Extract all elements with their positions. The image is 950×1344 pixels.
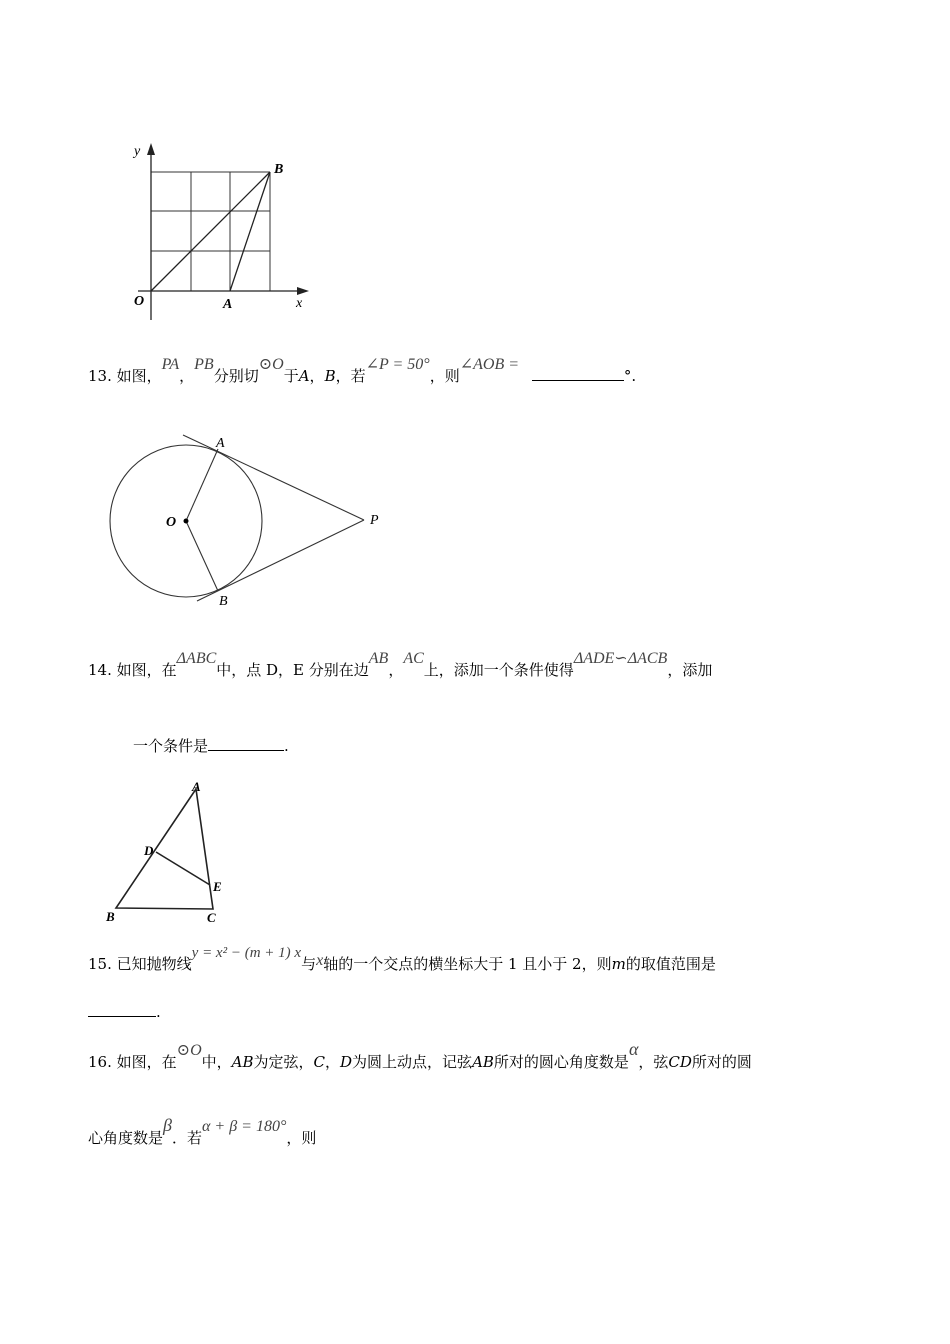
- grid-figure: [110, 135, 320, 325]
- point-b-label: B: [219, 594, 228, 609]
- point-o-label: O: [134, 294, 145, 309]
- question-number: 14.: [88, 661, 112, 679]
- answer-blank[interactable]: [532, 379, 624, 381]
- triangle-figure: [100, 775, 240, 930]
- answer-blank[interactable]: [208, 749, 284, 751]
- question-13: 13. 如图，PA，PB分别切⊙O于A，B，若∠P = 50°，则∠AOB = °.: [88, 356, 637, 385]
- math-pa: PA: [161, 356, 180, 373]
- point-a-label: A: [216, 436, 225, 451]
- math-angle-aob: ∠AOB =: [459, 356, 520, 373]
- math-pb: PB: [194, 356, 214, 373]
- question-number: 13.: [88, 367, 112, 385]
- point-c-label: C: [207, 910, 216, 925]
- math-sum: α + β = 180°: [202, 1118, 287, 1135]
- point-a-label: A: [223, 297, 233, 312]
- question-15: 15. 已知抛物线y = x² − (m + 1) x与x轴的一个交点的横坐标大于 1 且小于 2，则m的取值范围是: [88, 945, 716, 973]
- point-p-label: P: [370, 513, 379, 528]
- math-alpha: α: [628, 1039, 639, 1059]
- tangent-circle-figure: [100, 425, 400, 615]
- point-b-label: B: [274, 162, 284, 177]
- math-angle-p: ∠P = 50°: [365, 356, 430, 373]
- math-ab: AB: [368, 650, 389, 667]
- math-beta: β: [163, 1115, 172, 1135]
- point-d-label: D: [144, 843, 154, 858]
- math-triangle-abc: ΔABC: [176, 650, 217, 667]
- math-ac: AC: [403, 650, 424, 667]
- question-number: 15.: [88, 955, 112, 973]
- point-a-label: A: [192, 779, 201, 794]
- y-axis-label: y: [134, 144, 141, 159]
- math-parabola: y = x² − (m + 1) x: [191, 945, 302, 961]
- point-e-label: E: [213, 879, 222, 894]
- question-14-line2: 一个条件是 .: [133, 737, 289, 755]
- question-15-line2: .: [88, 1003, 161, 1021]
- math-circle-o: ⊙O: [258, 356, 284, 373]
- math-x: x: [316, 952, 324, 969]
- x-axis-label: x: [296, 296, 303, 311]
- question-14: 14. 如图，在ΔABC中，点 D，E 分别在边AB，AC上，添加一个条件使得ΔADE∽ΔACB，添加: [88, 650, 713, 679]
- point-o-label: O: [166, 515, 177, 530]
- answer-blank[interactable]: [88, 1015, 156, 1017]
- question-number: 16.: [88, 1053, 112, 1071]
- math-similar: ΔADE∽ΔACB: [573, 650, 668, 667]
- point-b-label: B: [106, 909, 115, 924]
- question-16-line2: 心角度数是β．若α + β = 180°，则: [88, 1115, 317, 1147]
- question-16: 16. 如图，在⊙O中，AB为定弦，C，D为圆上动点，记弦AB所对的圆心角度数是α，弦CD所对的圆: [88, 1039, 752, 1071]
- math-circle-o: ⊙O: [176, 1042, 202, 1059]
